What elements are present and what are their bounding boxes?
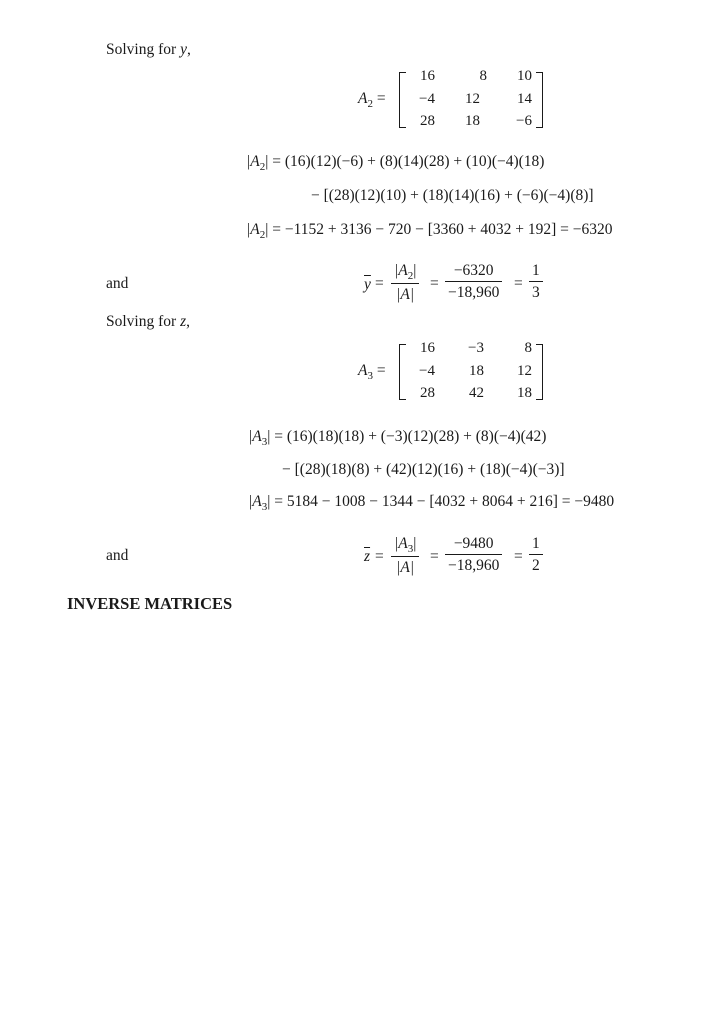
- det-a2-line1: $|A_2| = (16)(12)(-6) + (8)(14)(28) + (10)(-4)(18)$: [246, 153, 545, 174]
- matrix-cell: 14: [517, 91, 532, 107]
- fraction-a3-over-a: $\frac{|A_3|}{|A|}$: [391, 535, 419, 577]
- solving-for-y-text: [106, 41, 191, 59]
- intro-prefix: Solving for: [106, 41, 181, 58]
- matrix-cell: −4: [419, 91, 435, 107]
- matrix-cell: 16: [420, 68, 435, 84]
- solving-for-z-text: [106, 313, 190, 331]
- fraction-value: $\frac{-9480}{-18,960}$: [445, 535, 502, 575]
- right-bracket: [536, 344, 543, 400]
- matrix-a2: [358, 66, 558, 132]
- matrix-cell: −3: [468, 340, 484, 356]
- matrix-cell: −4: [419, 363, 435, 379]
- y-result-equation: $\overline{y}$ = $\frac{|A_2|}{|A|}$ = $\frac{-6320}{-18,960}$ = $\frac{1}{3}$: [362, 262, 562, 306]
- intro-prefix: Solving for: [106, 313, 181, 330]
- intro-suffix: ,: [186, 313, 190, 330]
- right-bracket: [536, 72, 543, 128]
- matrix-cell: 10: [517, 68, 532, 84]
- det-a2-line2: − [(28)(12)(10) + (18)(14)(16) + (−6)(−4)(8)]: [311, 187, 594, 204]
- y-bar: $\overline{y}$: [364, 276, 371, 293]
- matrix-cell: −6: [516, 113, 532, 129]
- matrix-cell: 12: [465, 91, 480, 107]
- matrix-cell: 12: [517, 363, 532, 379]
- det-a2-line3: $|A_2| = -1152 + 3136 - 720 - [3360 + 4032 + 192] = -6320$: [246, 221, 613, 242]
- z-result-equation: $\overline{z}$ = $\frac{|A_3|}{|A|}$ = $\frac{-9480}{-18,960}$ = $\frac{1}{2}$: [362, 535, 562, 579]
- z-bar: $\overline{z}$: [364, 548, 371, 565]
- intro-suffix: ,: [186, 41, 191, 58]
- intro-variable: y: [180, 41, 187, 58]
- matrix-cell: 18: [465, 113, 480, 129]
- and-label: and: [106, 275, 129, 292]
- matrix-cell: 18: [517, 385, 532, 401]
- matrix-a3: [358, 338, 558, 404]
- matrix-cell: 42: [469, 385, 484, 401]
- matrix-cell: 8: [479, 68, 487, 84]
- matrix-cell: 28: [420, 113, 435, 129]
- matrix-a3-label: $A_3$ =: [358, 362, 386, 383]
- matrix-cell: 8: [524, 340, 532, 356]
- fraction-a2-over-a: $\frac{|A_2|}{|A|}$: [391, 262, 419, 304]
- and-label: and: [106, 547, 129, 564]
- matrix-cell: 28: [420, 385, 435, 401]
- det-a3-line3: $|A_3| = 5184 - 1008 - 1344 - [4032 + 8064 + 216] = -9480$: [248, 493, 615, 514]
- matrix-cell: 16: [420, 340, 435, 356]
- intro-variable: z: [180, 313, 187, 330]
- det-a3-line1: $|A_3| = (16)(18)(18) + (-3)(12)(28) + (8)(-4)(42)$: [248, 428, 547, 449]
- det-a3-line2: − [(28)(18)(8) + (42)(12)(16) + (18)(−4)(−3)]: [282, 461, 565, 478]
- section-heading: INVERSE MATRICES: [67, 594, 233, 613]
- fraction-result: $\frac{1}{3}$: [529, 262, 543, 302]
- matrix-cell: 18: [469, 363, 484, 379]
- fraction-value: $\frac{-6320}{-18,960}$: [445, 262, 502, 302]
- fraction-result: $\frac{1}{2}$: [529, 535, 543, 575]
- matrix-a2-label: $A_2$ =: [358, 90, 386, 111]
